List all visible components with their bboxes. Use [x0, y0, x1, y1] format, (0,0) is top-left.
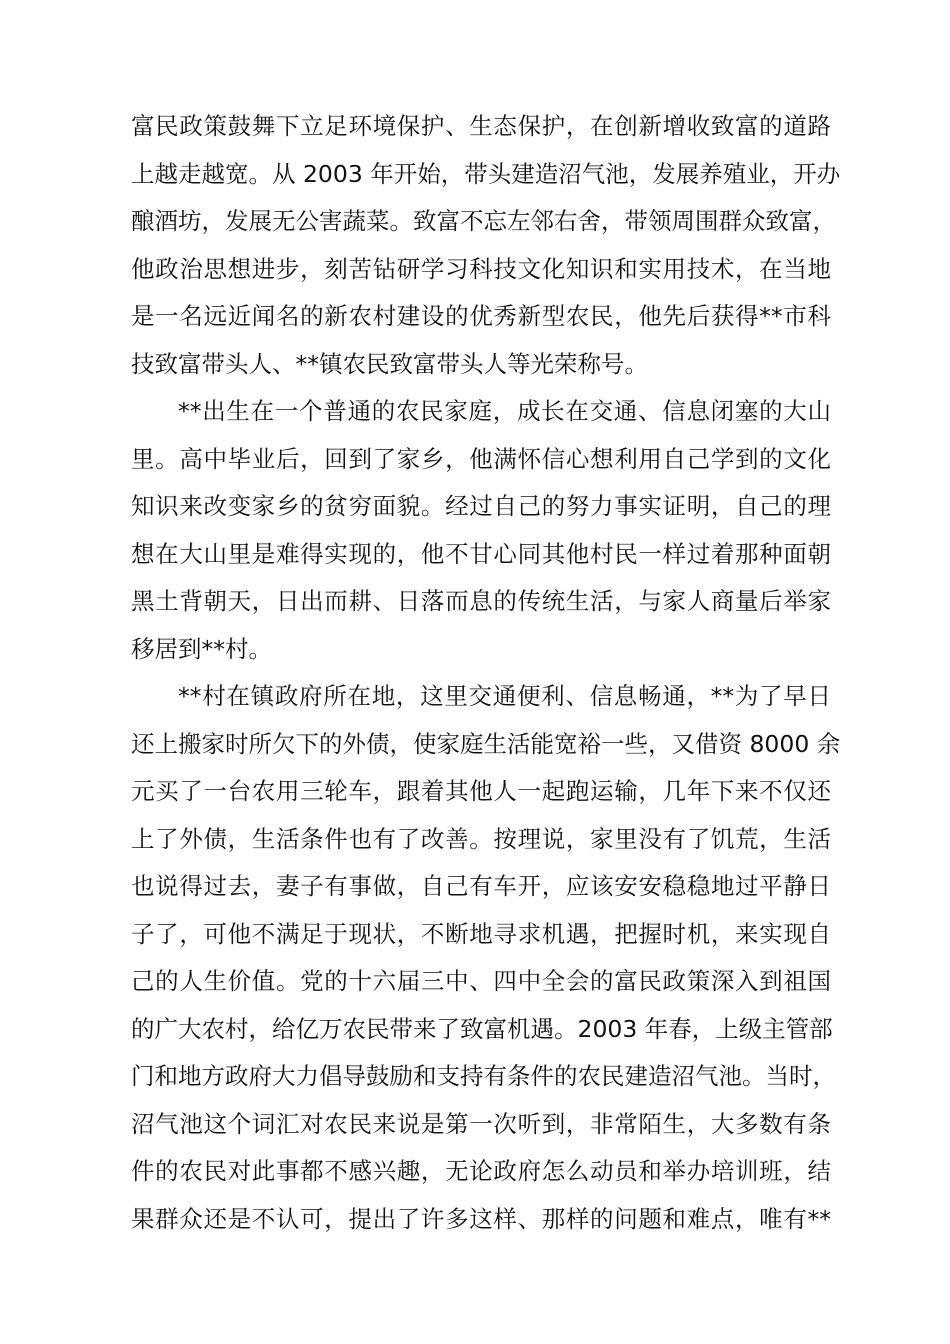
- text-line: 想在大山里是难得实现的，他不甘心同其他村民一样过着那种面朝: [131, 539, 831, 568]
- text-line: 还上搬家时所欠下的外债，使家庭生活能宽裕一些，又借资 8000 余: [131, 729, 841, 758]
- text-line: **出生在一个普通的农民家庭，成长在交通、信息闭塞的大山: [178, 397, 831, 425]
- text-line: 子了，可他不满足于现状，不断地寻求机遇，把握时机，来实现自: [131, 919, 831, 948]
- text-line: 门和地方政府大力倡导鼓励和支持有条件的农民建造沼气池。当时，: [131, 1062, 836, 1090]
- text-line: 技致富带头人、**镇农民致富带头人等光荣称号。: [131, 349, 648, 378]
- document-body: [131, 103, 841, 1243]
- text-line: 上了外债，生活条件也有了改善。按理说，家里没有了饥荒，生活: [131, 824, 831, 853]
- text-line: 的广大农村，给亿万农民带来了致富机遇。2003 年春，上级主管部: [131, 1014, 833, 1043]
- text-line: 己的人生价值。党的十六届三中、四中全会的富民政策深入到祖国: [131, 967, 831, 995]
- text-line: 件的农民对此事都不感兴趣，无论政府怎么动员和举办培训班，结: [131, 1157, 831, 1185]
- text-line: 他政治思想进步，刻苦钻研学习科技文化知识和实用技术，在当地: [131, 254, 831, 283]
- text-line: 上越走越宽。从 2003 年开始，带头建造沼气池，发展养殖业，开办: [131, 159, 841, 188]
- text-line: 酿酒坊，发展无公害蔬菜。致富不忘左邻右舍，带领周围群众致富，: [131, 207, 836, 235]
- text-line: 也说得过去，妻子有事做，自己有车开，应该安安稳稳地过平静日: [131, 872, 831, 900]
- text-line: 是一名远近闻名的新农村建设的优秀新型农民，他先后获得**市科: [131, 302, 831, 330]
- text-line: 元买了一台农用三轮车，跟着其他人一起跑运输，几年下来不仅还: [131, 777, 831, 805]
- text-line: 富民政策鼓舞下立足环境保护、生态保护，在创新增收致富的道路: [131, 112, 831, 140]
- text-line: 里。高中毕业后，回到了家乡，他满怀信心想利用自己学到的文化: [131, 444, 831, 473]
- text-line: 移居到**村。: [131, 634, 272, 663]
- text-line: 果群众还是不认可，提出了许多这样、那样的问题和难点，唯有**: [131, 1204, 831, 1233]
- text-line: **村在镇政府所在地，这里交通便利、信息畅通，**为了早日: [178, 682, 831, 710]
- text-line: 沼气池这个词汇对农民来说是第一次听到，非常陌生，大多数有条: [131, 1109, 831, 1138]
- text-line: 知识来改变家乡的贫穷面貌。经过自己的努力事实证明，自己的理: [131, 492, 831, 520]
- text-line: 黑土背朝天，日出而耕、日落而息的传统生活，与家人商量后举家: [131, 587, 831, 615]
